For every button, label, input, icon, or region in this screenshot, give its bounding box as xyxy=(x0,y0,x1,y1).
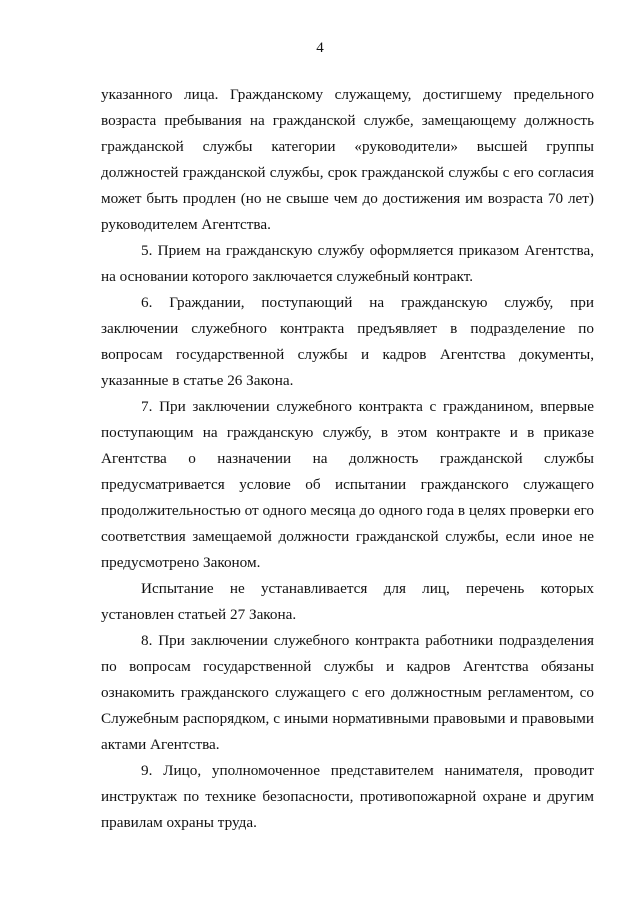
page-body xyxy=(101,82,594,836)
paragraph-item-8: 8. При заключении служебного контракта работники подразделения по вопросам государственной службы и кадров Агентства обязаны ознакомить гражданского служащего с его должностным регламентом, со Служебным распорядком, с иными нормативными правовыми и правовыми актами Агентства. xyxy=(101,632,594,753)
paragraph-item-7-note: Испытание не устанавливается для лиц, перечень которых установлен статьей 27 Закона. xyxy=(101,580,594,623)
paragraph-item-9: 9. Лицо, уполномоченное представителем нанимателя, проводит инструктаж по технике безопасности, противопожарной охране и другим правилам охраны труда. xyxy=(101,762,594,831)
page-number: 4 xyxy=(316,40,324,56)
paragraph-item-6: 6. Граждании, поступающий на гражданскую службу, при заключении служебного контракта предъявляет в подразделение по вопросам государственной службы и кадров Агентства документы, указанные в статье 26 Закона. xyxy=(101,294,594,389)
paragraph-continuation: указанного лица. Гражданскому служащему, достигшему предельного возраста пребывания на гражданской службе, замещающему должность гражданской службы категории «руководители» высшей группы должностей гражданской службы, срок гражданской службы с его согласия может быть продлен (но не свыше чем до достижения им возраста 70 лет) руководителем Агентства. xyxy=(101,86,594,233)
paragraph-item-5: 5. Прием на гражданскую службу оформляется приказом Агентства, на основании которого заключается служебный контракт. xyxy=(101,242,594,285)
paragraph-item-7: 7. При заключении служебного контракта с гражданином, впервые поступающим на гражданскую службу, в этом контракте и в приказе Агентства о назначении на должность гражданской службы предусматривается условие об испытании гражданского служащего продолжительностью от одного месяца до одного года в целях проверки его соответствия замещаемой должности гражданской службы, если иное не предусмотрено Законом. xyxy=(101,398,594,571)
